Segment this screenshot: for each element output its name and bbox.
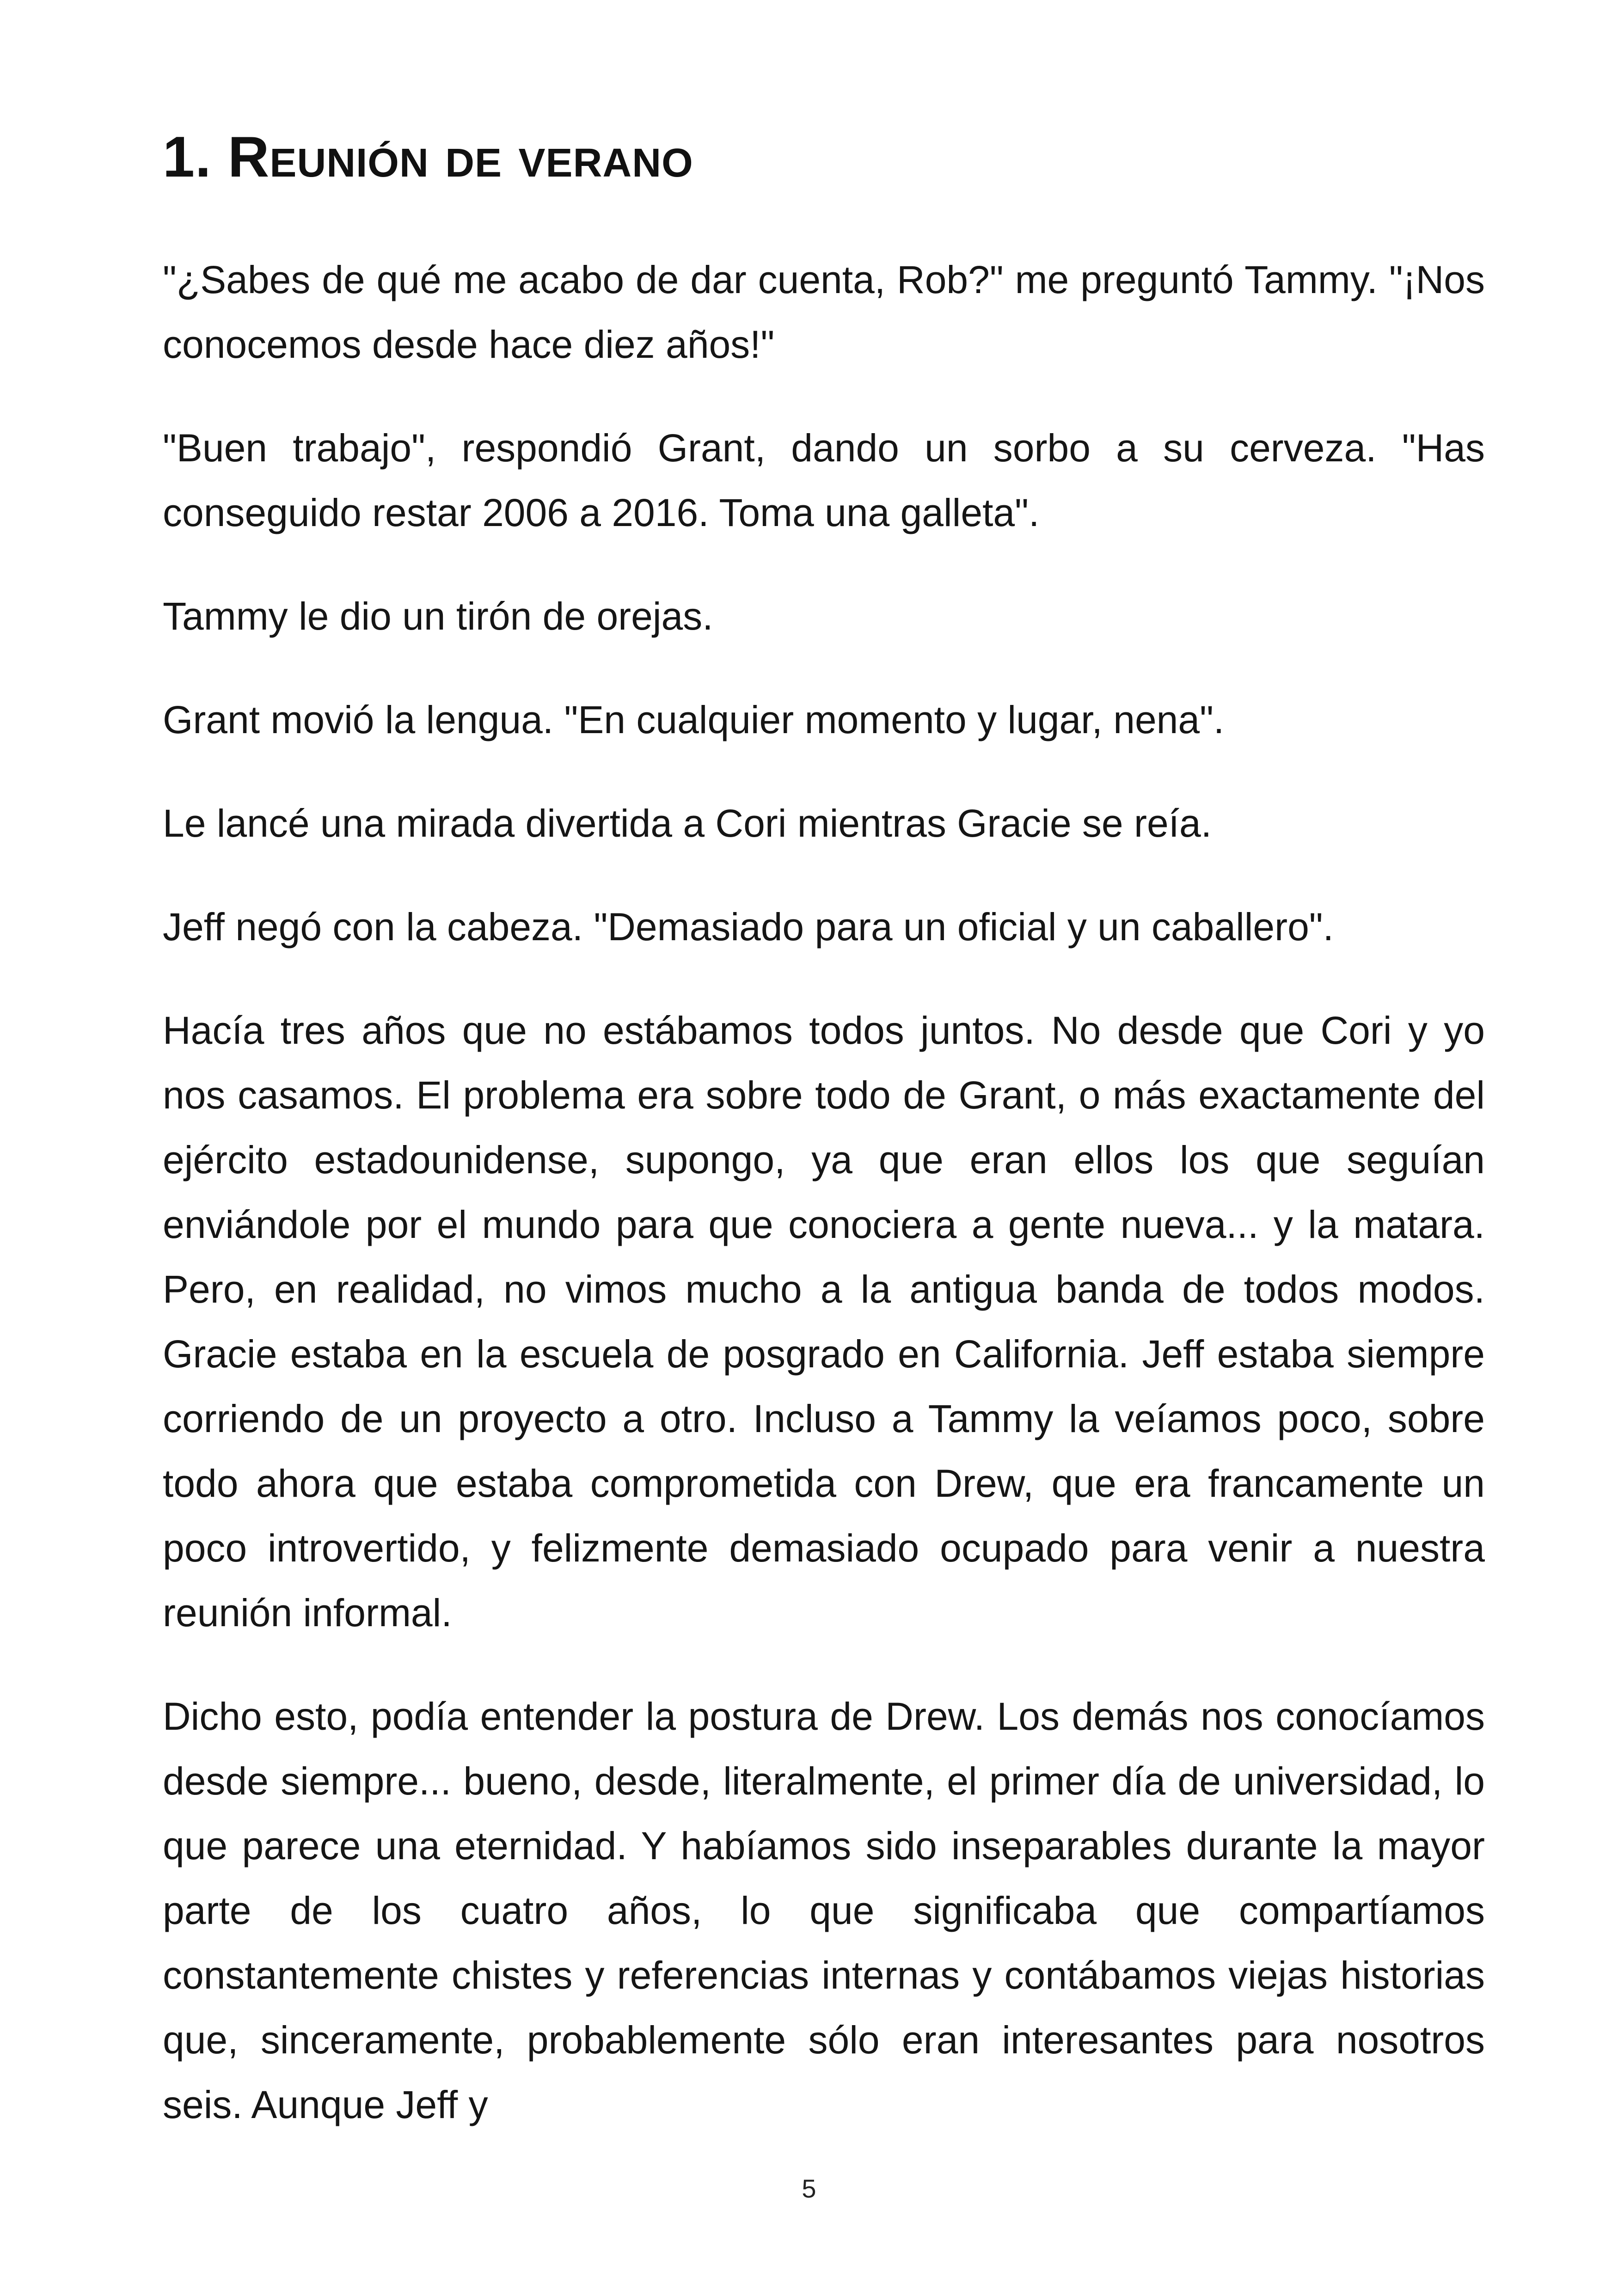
paragraph: "¿Sabes de qué me acabo de dar cuenta, Rob?" me preguntó Tammy. "¡Nos conocemos desde hace diez años!" (163, 258, 1485, 366)
paragraph: Tammy le dio un tirón de orejas. (163, 594, 713, 638)
body-text (163, 247, 1485, 2176)
chapter-title: 1. Reunión de verano (163, 125, 693, 189)
paragraph: Jeff negó con la cabeza. "Demasiado para un oficial y un caballero". (163, 905, 1334, 949)
page-number: 5 (802, 2174, 816, 2203)
paragraph: Le lancé una mirada divertida a Cori mientras Gracie se reía. (163, 802, 1212, 845)
paragraph: Dicho esto, podía entender la postura de Drew. Los demás nos conocíamos desde siempre... bueno, desde, literalmente, el primer día de universidad, lo que parece una eternidad. Y habíamos sido inseparables durante la mayor parte de los cuatro años, lo que significaba que compartíamos constantemente chistes y referencias internas y contábamos viejas historias que, sinceramente, probablemente sólo eran interesantes para nosotros seis. Aunque Jeff y (163, 1695, 1485, 2126)
paragraph: Hacía tres años que no estábamos todos juntos. No desde que Cori y yo nos casamos. El problema era sobre todo de Grant, o más exactamente del ejército estadounidense, supongo, ya que eran ellos los que seguían enviándole por el mundo para que conociera a gente nueva... y la matara. Pero, en realidad, no vimos mucho a la antigua banda de todos modos. Gracie estaba en la escuela de posgrado en California. Jeff estaba siempre corriendo de un proyecto a otro. Incluso a Tammy la veíamos poco, sobre todo ahora que estaba comprometida con Drew, que era francamente un poco introvertido, y felizmente demasiado ocupado para venir a nuestra reunión informal. (163, 1009, 1485, 1635)
paragraph: Grant movió la lengua. "En cualquier momento y lugar, nena". (163, 698, 1225, 741)
paragraph: "Buen trabajo", respondió Grant, dando un sorbo a su cerveza. "Has conseguido restar 2006 a 2016. Toma una galleta". (163, 426, 1485, 534)
